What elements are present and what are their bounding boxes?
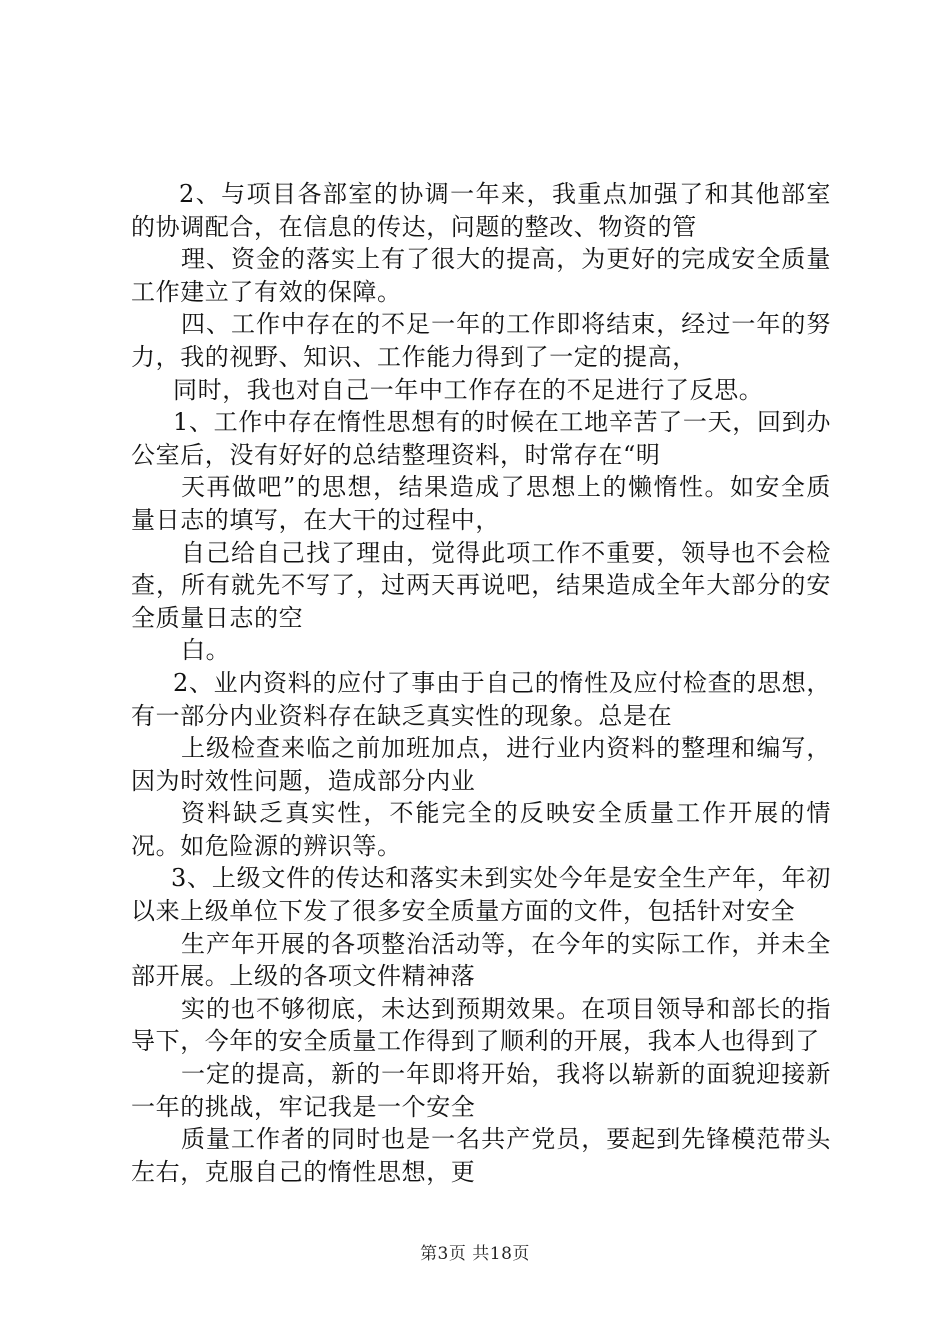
paragraph: 天再做吧”的思想，结果造成了思想上的懒惰性。如安全质量日志的填写，在大干的过程中， (131, 473, 831, 534)
page-number-footer: 第3页 共18页 (420, 1244, 530, 1264)
paragraph: 一定的提高，新的一年即将开始，我将以崭新的面貌迎接新一年的挑战，牢记我是一个安全 (131, 1060, 831, 1121)
paragraph: 上级检查来临之前加班加点，进行业内资料的整理和编写，因为时效性问题，造成部分内业 (131, 734, 831, 795)
paragraph: 生产年开展的各项整治活动等，在今年的实际工作，并未全部开展。上级的各项文件精神落 (131, 929, 831, 991)
paragraph: 2、业内资料的应付了事由于自己的惰性及应付检查的思想，有一部分内业资料存在缺乏真实性的现象。总是在 (131, 668, 831, 730)
paragraph: 质量工作者的同时也是一名共产党员，要起到先锋模范带头左右，克服自己的惰性思想，更 (131, 1125, 831, 1186)
paragraph: 1、工作中存在惰性思想有的时候在工地辛苦了一天，回到办公室后，没有好好的总结整理资料，时常存在“明 (131, 408, 831, 469)
paragraph: 2、与项目各部室的协调一年来，我重点加强了和其他部室的协调配合，在信息的传达，问题的整改、物资的管 (131, 180, 831, 241)
paragraph: 实的也不够彻底，未达到预期效果。在项目领导和部长的指导下，今年的安全质量工作得到了顺利的开展，我本人也得到了 (131, 994, 831, 1056)
paragraph: 同时，我也对自己一年中工作存在的不足进行了反思。 (173, 375, 764, 404)
paragraph: 3、上级文件的传达和落实未到实处今年是安全生产年，年初以来上级单位下发了很多安全质量方面的文件，包括针对安全 (131, 864, 831, 926)
document-body (131, 178, 831, 1188)
paragraph: 理、资金的落实上有了很大的提高，为更好的完成安全质量工作建立了有效的保障。 (131, 245, 831, 306)
paragraph: 白。 (181, 636, 231, 665)
paragraph: 资料缺乏真实性，不能完全的反映安全质量工作开展的情况。如危险源的辨识等。 (131, 799, 831, 860)
paragraph: 自己给自己找了理由，觉得此项工作不重要，领导也不会检查，所有就先不写了，过两天再说吧，结果造成全年大部分的安全质量日志的空 (131, 538, 831, 632)
paragraph: 四、工作中存在的不足一年的工作即将结束，经过一年的努力，我的视野、知识、工作能力得到了一定的提高， (131, 310, 831, 371)
